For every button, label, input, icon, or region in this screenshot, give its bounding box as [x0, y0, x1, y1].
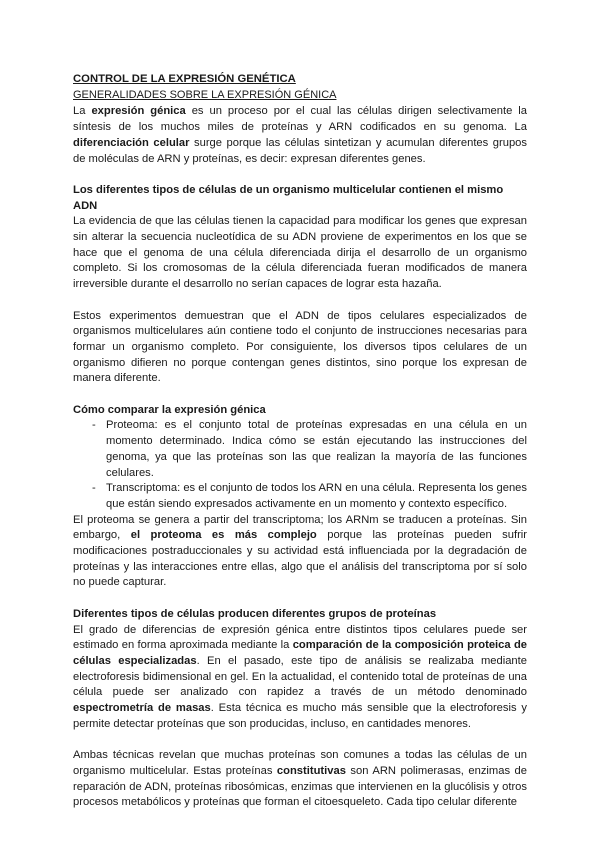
- section3-text-4: Ambas técnicas revelan que muchas proteínas son comunes a todas las células de un organismo multicelular. Estas proteínas: [73, 749, 527, 777]
- section2-heading: Cómo comparar la expresión génica: [73, 403, 266, 416]
- list-item: - Transcriptoma: es el conjunto de todos los ARN en una célula. Representa los genes que están siendo expresados activamente en un momento y contexto específico.: [92, 481, 527, 512]
- section2-text-1: El proteoma se genera a partir del transcriptoma; los ARNm se traducen a proteínas. Sin embargo,: [73, 513, 527, 542]
- section3-text-1: El grado de diferencias de expresión génica entre distintos tipos celulares puede ser estimado en forma aproximada mediante la: [73, 623, 527, 652]
- section3-text-5: son ARN polimerasas, enzimas de reparación de ADN, proteínas ribosómicas, enzimas que intervienen en la glucólisis y otros procesos metabólicos y proteínas que forman el citoesqueleto. Cada tipo celular diferente: [73, 764, 527, 809]
- section3-bold-2: espectrometría de masas: [73, 702, 211, 715]
- section1-heading: Los diferentes tipos de células de un organismo multicelular contienen el mismo ADN: [73, 183, 504, 212]
- section3-paragraph-2: [73, 748, 527, 811]
- section2-bold-1: el proteoma es más complejo: [130, 529, 317, 542]
- section3-paragraph-1: [73, 623, 527, 733]
- list-item: - Proteoma: es el conjunto total de proteínas expresadas en una célula en un momento determinado. Indica cómo se están ejecutando las instrucciones del genoma, ya que las proteínas son las que realizan la mayoría de las funciones celulares.: [92, 418, 527, 481]
- section3-text-3: . Esta técnica es mucho más sensible que la electroforesis y permite detectar proteínas que son producidas, incluso, en cantidades menores.: [73, 702, 527, 730]
- section3-text-2: . En el pasado, este tipo de análisis se realizaba mediante electroforesis bidimensional en gel. En la actualidad, el contenido total de proteínas de una célula puede ser analizado con rapidez a través de un método denominado: [73, 654, 527, 699]
- intro-bold-1: expresión génica: [91, 105, 186, 118]
- section1-paragraph-1: La evidencia de que las células tienen la capacidad para modificar los genes que expresan sin alterar la secuencia nucleotídica de su ADN proviene de experimentos en los que se hace que el genoma de una célula diferenciada dirija el desarrollo de un organismo completo. Si los cromosomas de la célula diferenciada fueran modificados de manera irreversible durante el desarrollo no serían capaces de lograr esta hazaña.: [73, 215, 527, 291]
- section2-text-2: porque las proteínas pueden sufrir modificaciones postraduccionales y su actividad está influenciada por la degradación de proteínas y las interacciones entre ellas, algo que el análisis del transcriptoma por sí solo no puede capturar.: [73, 529, 528, 589]
- section2-paragraph: [73, 513, 527, 592]
- intro-text-2: es un proceso por el cual las células dirigen selectivamente la síntesis de los muchos miles de proteínas y ARN codificados en su genoma. La: [73, 105, 527, 134]
- intro-text-1: La: [73, 105, 92, 118]
- intro-bold-2: diferenciación celular: [73, 136, 190, 149]
- section-subtitle: GENERALIDADES SOBRE LA EXPRESIÓN GÉNICA: [73, 88, 337, 101]
- section1-paragraph-2: Estos experimentos demuestran que el ADN de tipos celulares especializados de organismos multicelulares aún contiene todo el conjunto de instrucciones necesarias para formar un organismo completo. Por consiguiente, los diversos tipos celulares de un organismo difieren no porque contengan genes distintos, sino porque los expresan de manera diferente.: [73, 309, 527, 385]
- section3-bold-1: comparación de la composición proteica de células especializadas: [73, 639, 527, 667]
- section3-heading: Diferentes tipos de células producen diferentes grupos de proteínas: [73, 607, 437, 620]
- section3-bold-3: constitutivas: [276, 764, 346, 777]
- expression-list: [73, 418, 527, 512]
- intro-paragraph: [73, 104, 527, 167]
- intro-text-3: surge porque las células sintetizan y acumulan diferentes grupos de moléculas de ARN y proteínas, es decir: expresan diferentes genes.: [73, 136, 528, 165]
- document-title: CONTROL DE LA EXPRESIÓN GENÉTICA: [73, 73, 296, 85]
